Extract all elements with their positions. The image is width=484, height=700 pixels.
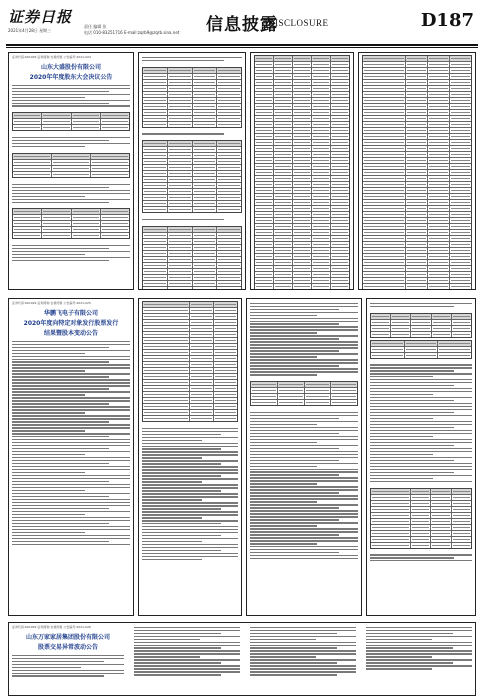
notice-bottom-col-2 bbox=[131, 623, 243, 695]
issue-date: 2021年4月28日 星期三 bbox=[8, 28, 52, 33]
section-title: 信息披露 bbox=[206, 15, 278, 35]
notice-mid-right bbox=[366, 298, 476, 616]
notice-top-center bbox=[138, 52, 246, 290]
notice-company: 山东万家家居集团股份有限公司 bbox=[25, 634, 110, 641]
data-table bbox=[370, 488, 472, 549]
notice-bottom-col-4 bbox=[363, 623, 475, 695]
page-number: D187 bbox=[420, 10, 474, 31]
newspaper-logo: 证券日报 bbox=[8, 8, 73, 26]
data-table bbox=[370, 313, 472, 338]
notice-title-line-2: 结果暨股本变动公告 bbox=[43, 330, 98, 337]
contact-line: 电话 010-83251716 E-mail:zqrb9@zqrb.sina.net bbox=[84, 30, 180, 35]
notice-bottom bbox=[8, 622, 476, 696]
masthead bbox=[6, 4, 478, 48]
data-table bbox=[250, 381, 358, 406]
vote-table bbox=[12, 112, 130, 131]
data-table bbox=[370, 340, 472, 359]
vote-table bbox=[12, 153, 130, 178]
notice-bottom-col-3 bbox=[247, 623, 359, 695]
notice-code-line: 证券代码:601929 证券简称:吉视传媒 公告编号:2021-025 bbox=[12, 301, 91, 305]
notice-title-line-1: 2020年度向特定对象发行股票发行 bbox=[23, 320, 119, 327]
data-table bbox=[142, 67, 242, 128]
notice-body bbox=[9, 337, 133, 549]
masthead-rule-thin bbox=[6, 47, 478, 48]
notice-top-center-right bbox=[250, 52, 354, 290]
notice-bottom-left bbox=[9, 623, 127, 695]
data-table bbox=[362, 55, 472, 290]
vote-table bbox=[12, 208, 130, 239]
notice-top-right bbox=[358, 52, 476, 290]
masthead-rule bbox=[6, 44, 478, 46]
notice-title: 股票交易异常波动公告 bbox=[37, 644, 98, 651]
data-table bbox=[254, 55, 350, 290]
notice-body bbox=[9, 81, 133, 110]
editor-info bbox=[84, 24, 179, 36]
notice-mid-center-right bbox=[246, 298, 362, 616]
notice-code-line: 证券代码:601929 证券简称:吉视传媒 公告编号:2021-024 bbox=[12, 55, 91, 59]
editor-line: 责任 编辑 张 bbox=[84, 24, 107, 29]
data-table bbox=[142, 140, 242, 213]
notice-top-left bbox=[8, 52, 134, 290]
notice-mid-center bbox=[138, 298, 242, 616]
section-subtitle: DISCLOSURE bbox=[268, 18, 329, 28]
notice-code-line: 证券代码:601929 证券简称:吉视传媒 公告编号:2021-026 bbox=[12, 625, 91, 629]
notice-title: 2020年年度股东大会决议公告 bbox=[29, 74, 113, 81]
data-table bbox=[142, 301, 238, 422]
notice-mid-left bbox=[8, 298, 134, 616]
notice-company: 华鹏飞电子有限公司 bbox=[43, 310, 98, 317]
notice-company: 山东大盛股份有限公司 bbox=[40, 64, 101, 71]
data-table bbox=[142, 226, 242, 290]
